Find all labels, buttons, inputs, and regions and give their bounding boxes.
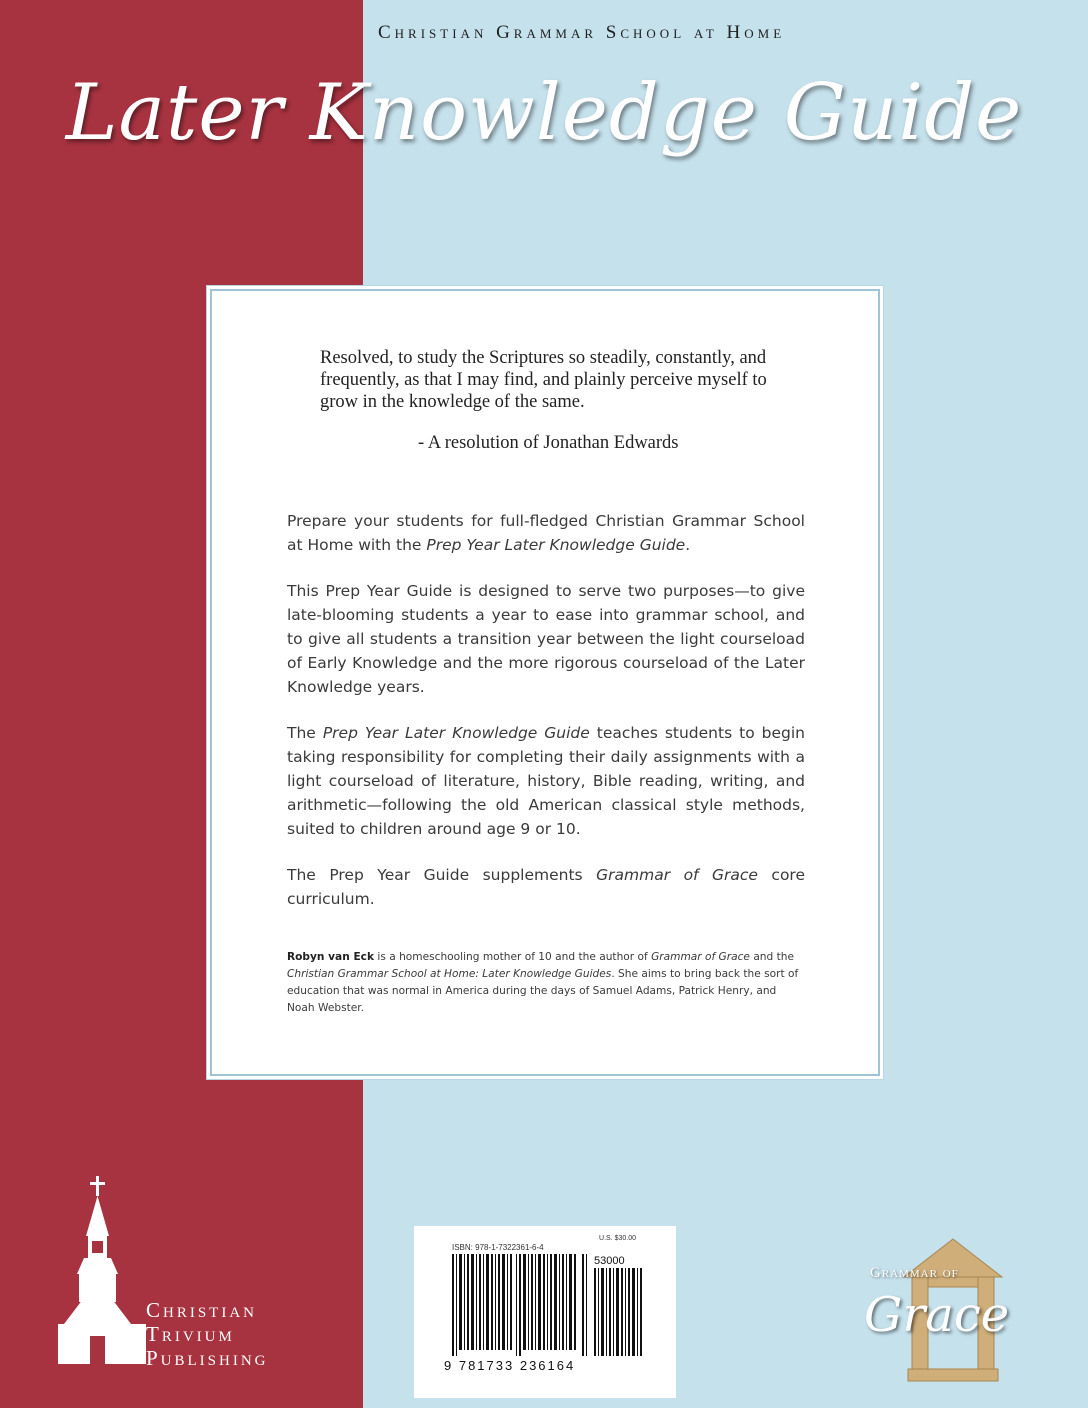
bio-text-3: . She aims to bring back the sort of education that was normal in America during the days of Samuel Adams, Patrick Henry, and Noah Webster. bbox=[287, 968, 799, 1014]
price-barcode-bars bbox=[594, 1268, 644, 1356]
logo-text-big: Grace bbox=[864, 1287, 1010, 1343]
epigraph-quote: Resolved, to study the Scriptures so steadily, constantly, and frequently, as that I may find, and plainly perceive myself to grow in the knowledge of the same. bbox=[320, 348, 767, 412]
description-body bbox=[287, 509, 805, 933]
bio-text-1: is a homeschooling mother of 10 and the author of bbox=[374, 951, 652, 963]
description-paragraph-1 bbox=[287, 509, 805, 557]
barcode-digits: 9 781733 236164 bbox=[444, 1358, 576, 1373]
publisher-name bbox=[146, 1298, 269, 1370]
p4-emphasis: Grammar of Grace bbox=[596, 866, 758, 884]
p3-text-end: teaches students to begin taking responsibility for completing their daily assignments with a light courseload of literature, history, Bible reading, writing, and arithmetic—following the old American classical style methods, suited to children around age 9 or 10. bbox=[287, 724, 805, 838]
p3-text: The bbox=[287, 724, 323, 742]
bio-emphasis-1: Grammar of Grace bbox=[651, 951, 750, 963]
bio-text-2: and the bbox=[749, 951, 795, 963]
publisher-line-1: Christian bbox=[146, 1298, 258, 1322]
barcode-isbn: ISBN: 978-1-7322361-6-4 bbox=[452, 1243, 544, 1252]
p4-text: The Prep Year Guide supplements bbox=[287, 866, 597, 884]
church-icon bbox=[54, 1174, 149, 1366]
author-bio bbox=[287, 949, 807, 1017]
description-paragraph-3 bbox=[287, 721, 805, 841]
publisher-line-3: Publishing bbox=[146, 1346, 269, 1370]
barcode-price-code: 53000 bbox=[594, 1255, 625, 1267]
description-paragraph-4 bbox=[287, 863, 805, 911]
logo-text-small: Grammar of bbox=[870, 1265, 959, 1281]
p1-text: Prepare your students for full-fledged Christian Grammar School at Home with the bbox=[287, 512, 805, 554]
bio-emphasis-2: Christian Grammar School at Home: Later Knowledge Guides bbox=[287, 968, 612, 980]
p1-text-end: . bbox=[685, 536, 691, 554]
publisher-line-2: Trivium bbox=[146, 1322, 235, 1346]
book-title: Later Knowledge Guide bbox=[65, 68, 1023, 158]
description-paragraph-2: This Prep Year Guide is designed to serve two purposes—to give late-blooming students a year to ease into grammar school, and to give all students a transition year between the light courseload of Early Knowledge and the more rigorous courseload of the Later Knowledge years. bbox=[287, 582, 805, 696]
barcode-box bbox=[414, 1226, 676, 1398]
p3-emphasis: Prep Year Later Knowledge Guide bbox=[322, 724, 590, 742]
epigraph-attribution: - A resolution of Jonathan Edwards bbox=[418, 433, 679, 453]
barcode-bars bbox=[452, 1254, 592, 1356]
barcode-price: U.S. $30.00 bbox=[599, 1235, 636, 1242]
grammar-of-grace-logo bbox=[862, 1235, 1042, 1385]
description-panel bbox=[210, 289, 880, 1076]
series-title: Christian Grammar School at Home bbox=[378, 22, 786, 43]
p1-emphasis: Prep Year Later Knowledge Guide bbox=[426, 536, 686, 554]
p4-text-end: core curriculum. bbox=[287, 866, 805, 908]
author-name: Robyn van Eck bbox=[287, 951, 375, 963]
